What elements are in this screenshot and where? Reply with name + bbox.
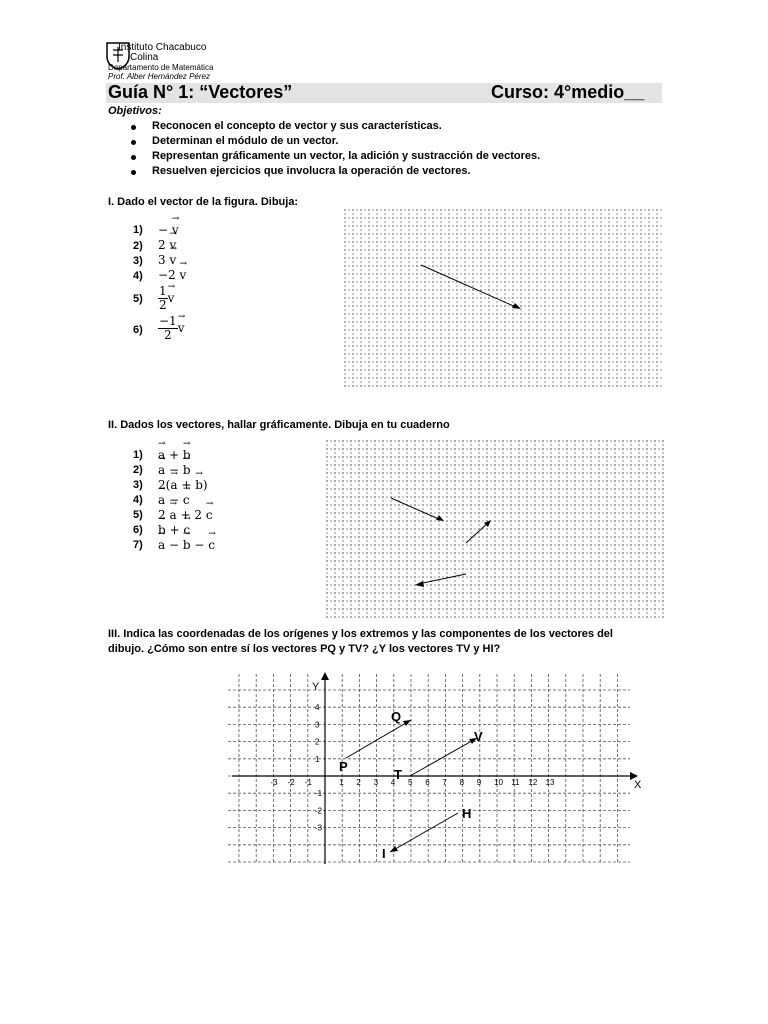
expression: $\frac{1}{2}$ → v (158, 285, 174, 312)
expression: − → v (158, 223, 179, 237)
vector-v-arrowhead (512, 303, 521, 309)
vector-a-arrowhead (436, 515, 444, 521)
x-tick-label: 9 (476, 778, 482, 787)
objective-item: Reconocen el concepto de vector y sus características. (152, 120, 442, 132)
item-number: 3) (133, 255, 143, 267)
bullet (131, 125, 136, 130)
teacher: Prof. Alber Hernández Pérez (108, 72, 210, 81)
school-city: Colina (130, 52, 159, 63)
item-number: 7) (133, 539, 143, 551)
section1-heading: I. Dado el vector de la figura. Dibuja: (108, 196, 299, 208)
x-tick-label: 3 (373, 778, 379, 787)
point-q: Q (391, 709, 402, 724)
bullet (131, 155, 136, 160)
item-number: 2) (133, 240, 143, 252)
item-number: 6) (133, 524, 143, 536)
bullet (131, 140, 136, 145)
section3-heading-line1: III. Indica las coordenadas de los orígenes y los extremos y las componentes de los vectores del (108, 628, 613, 640)
expression: → b + → c (158, 523, 190, 537)
expression: → a − → b (158, 463, 191, 477)
y-tick-label: 1 (315, 754, 320, 764)
point-h: H (462, 806, 472, 821)
x-tick-label: 11 (511, 778, 520, 787)
x-tick-label: 1 (339, 778, 344, 787)
bullet (131, 170, 136, 175)
page-title: Guía N° 1: “Vectores” (108, 82, 293, 102)
item-number: 2) (133, 464, 143, 476)
grid-1 (344, 209, 664, 389)
x-tick-label: 7 (442, 778, 447, 787)
item-number: 5) (133, 509, 143, 521)
objective-item: Resuelven ejercicios que involucra la operación de vectores. (152, 165, 471, 177)
x-tick-label: 2 (356, 778, 361, 787)
department: Departamento de Matemática (108, 63, 214, 72)
school-name: Instituto Chacabuco (118, 42, 207, 53)
point-i: I (382, 846, 386, 861)
x-tick-label: -3 (270, 778, 278, 787)
expression: 3 → v (158, 253, 176, 267)
grid-2 (326, 440, 664, 620)
x-tick-label: -1 (304, 778, 312, 787)
objective-item: Determinan el módulo de un vector. (152, 135, 339, 147)
objective-item: Representan gráficamente un vector, la adición y sustracción de vectores. (152, 150, 541, 162)
vector-a (391, 498, 441, 520)
y-tick-label: 3 (315, 720, 320, 730)
expression: → a + → b (158, 448, 191, 462)
item-number: 4) (133, 494, 143, 506)
expression: → a − → c (158, 493, 190, 507)
y-tick-label: -3 (315, 823, 323, 833)
y-tick-label: 4 (315, 703, 320, 713)
vector-pq-arrowhead (403, 720, 411, 726)
expression: −2 → v (158, 268, 186, 282)
section3-heading-line2: dibujo. ¿Cómo son entre sí los vectores PQ y TV? ¿Y los vectores TV y HI? (108, 643, 501, 655)
point-p: P (339, 759, 348, 774)
vector-b (466, 522, 489, 543)
item-number: 5) (133, 293, 143, 305)
vector-v (421, 265, 518, 308)
item-number: 1) (133, 449, 143, 461)
point-t: T (394, 767, 402, 782)
x-tick-label: 10 (494, 778, 503, 787)
item-number: 4) (133, 270, 143, 282)
expression: 2 → a + 2 → c (158, 508, 213, 522)
x-tick-label: 5 (408, 778, 413, 787)
expression: → a − → b − → c (158, 538, 215, 552)
item-number: 3) (133, 479, 143, 491)
vector-pq (346, 720, 411, 758)
axis-x-label: X (634, 779, 642, 791)
section2-heading: II. Dados los vectores, hallar gráficamente. Dibuja en tu cuaderno (108, 419, 450, 431)
vector-c-arrowhead (415, 581, 424, 587)
expression: $\frac{-1}{2}$ → v (158, 315, 184, 342)
x-tick-label: 4 (390, 778, 396, 787)
y-tick-label: 2 (315, 737, 320, 747)
expression: 2(→ a + → b) (158, 478, 208, 492)
x-tick-label: 6 (425, 778, 430, 787)
item-number: 1) (133, 224, 143, 236)
expression: 2 → v (158, 238, 176, 252)
x-tick-label: 13 (545, 778, 555, 787)
y-tick-label: -2 (315, 806, 323, 816)
course-label: Curso: 4°medio__ (491, 82, 645, 102)
item-number: 6) (133, 324, 143, 336)
vector-hi (390, 813, 458, 852)
y-tick-label: -1 (315, 789, 323, 799)
coordinate-plane (222, 668, 652, 868)
vector-c (418, 574, 466, 584)
x-tick-label: 12 (528, 778, 538, 787)
x-tick-label: -2 (287, 778, 295, 787)
axis-y-label: Y (312, 681, 320, 693)
objectives-heading: Objetivos: (108, 105, 162, 117)
point-v: V (474, 729, 483, 744)
vector-tv (410, 738, 477, 776)
x-tick-label: 8 (459, 778, 465, 787)
